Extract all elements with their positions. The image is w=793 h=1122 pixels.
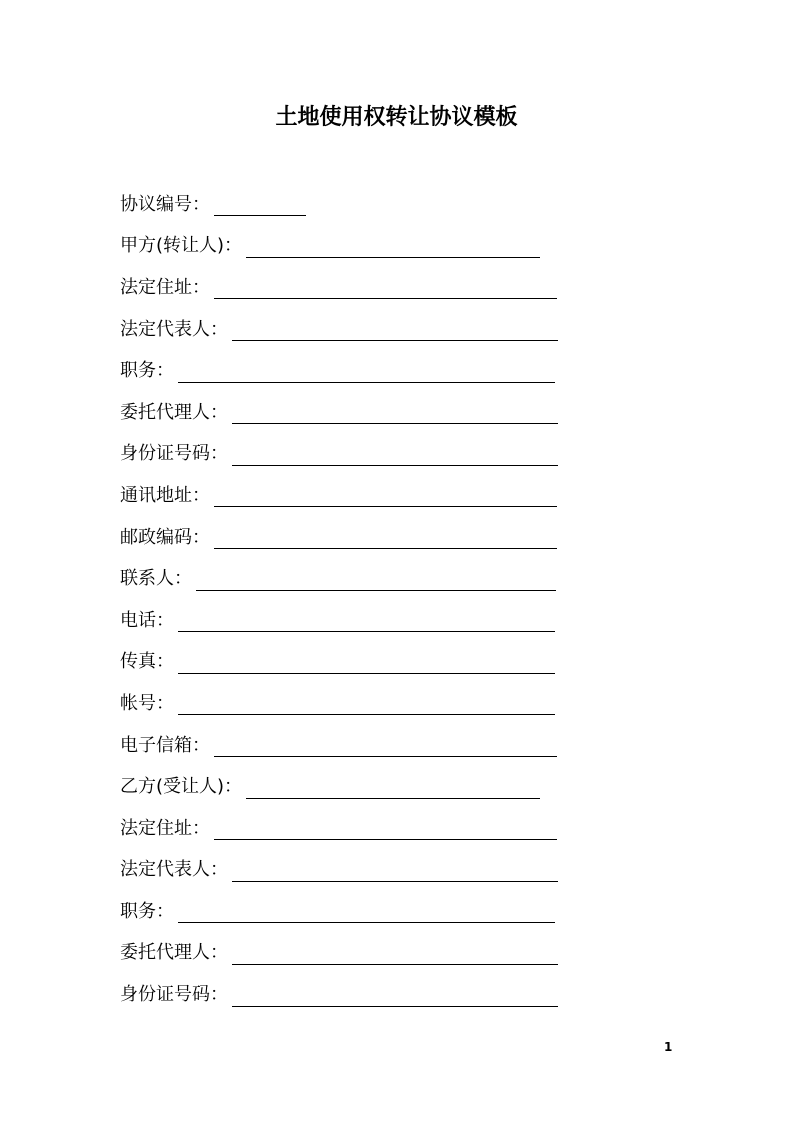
field-label: 身份证号码： [120, 443, 228, 465]
blank-line[interactable] [246, 780, 540, 799]
form-fields [120, 182, 580, 1014]
blank-line[interactable] [214, 530, 557, 549]
field-label: 通讯地址： [120, 484, 210, 506]
field-label: 职务： [120, 900, 174, 922]
field-account-number [120, 681, 580, 723]
field-contact-person [120, 556, 580, 598]
field-position [120, 348, 580, 390]
page-number: 1 [664, 1040, 673, 1054]
field-label: 协议编号： [120, 193, 210, 215]
field-id-number [120, 972, 580, 1014]
field-label: 电子信箱： [120, 734, 210, 756]
field-party-a [120, 224, 580, 266]
field-label: 传真： [120, 651, 174, 673]
field-label: 委托代理人： [120, 942, 228, 964]
field-position [120, 889, 580, 931]
blank-line[interactable] [232, 447, 558, 466]
blank-line[interactable] [214, 738, 557, 757]
field-label: 法定代表人： [120, 859, 228, 881]
field-label: 甲方(转让人)： [120, 235, 243, 257]
blank-line[interactable] [232, 946, 558, 965]
field-telephone [120, 598, 580, 640]
field-legal-representative [120, 307, 580, 349]
page-title: 土地使用权转让协议模板 [275, 105, 518, 130]
field-legal-address [120, 806, 580, 848]
field-label: 职务： [120, 360, 174, 382]
blank-line[interactable] [232, 405, 558, 424]
blank-line[interactable] [232, 322, 558, 341]
field-email [120, 723, 580, 765]
field-legal-address [120, 265, 580, 307]
field-label: 身份证号码： [120, 984, 228, 1006]
field-label: 电话： [120, 609, 174, 631]
blank-line[interactable] [214, 488, 557, 507]
blank-line[interactable] [214, 280, 557, 299]
field-id-number [120, 432, 580, 474]
field-agreement-number [120, 182, 580, 224]
field-legal-representative [120, 848, 580, 890]
field-label: 联系人： [120, 568, 192, 590]
blank-line[interactable] [214, 197, 306, 216]
blank-line[interactable] [246, 239, 540, 258]
field-label: 乙方(受让人)： [120, 776, 243, 798]
field-party-b [120, 764, 580, 806]
field-postal-code [120, 515, 580, 557]
field-mailing-address [120, 473, 580, 515]
field-label: 法定代表人： [120, 318, 228, 340]
field-authorized-agent [120, 390, 580, 432]
blank-line[interactable] [232, 863, 558, 882]
field-fax [120, 640, 580, 682]
field-label: 法定住址： [120, 276, 210, 298]
blank-line[interactable] [178, 696, 555, 715]
field-label: 法定住址： [120, 817, 210, 839]
blank-line[interactable] [178, 613, 555, 632]
blank-line[interactable] [178, 655, 555, 674]
blank-line[interactable] [178, 904, 555, 923]
field-label: 委托代理人： [120, 401, 228, 423]
blank-line[interactable] [178, 364, 555, 383]
field-label: 帐号： [120, 692, 174, 714]
field-authorized-agent [120, 931, 580, 973]
field-label: 邮政编码： [120, 526, 210, 548]
blank-line[interactable] [196, 572, 556, 591]
blank-line[interactable] [214, 821, 557, 840]
blank-line[interactable] [232, 988, 558, 1007]
